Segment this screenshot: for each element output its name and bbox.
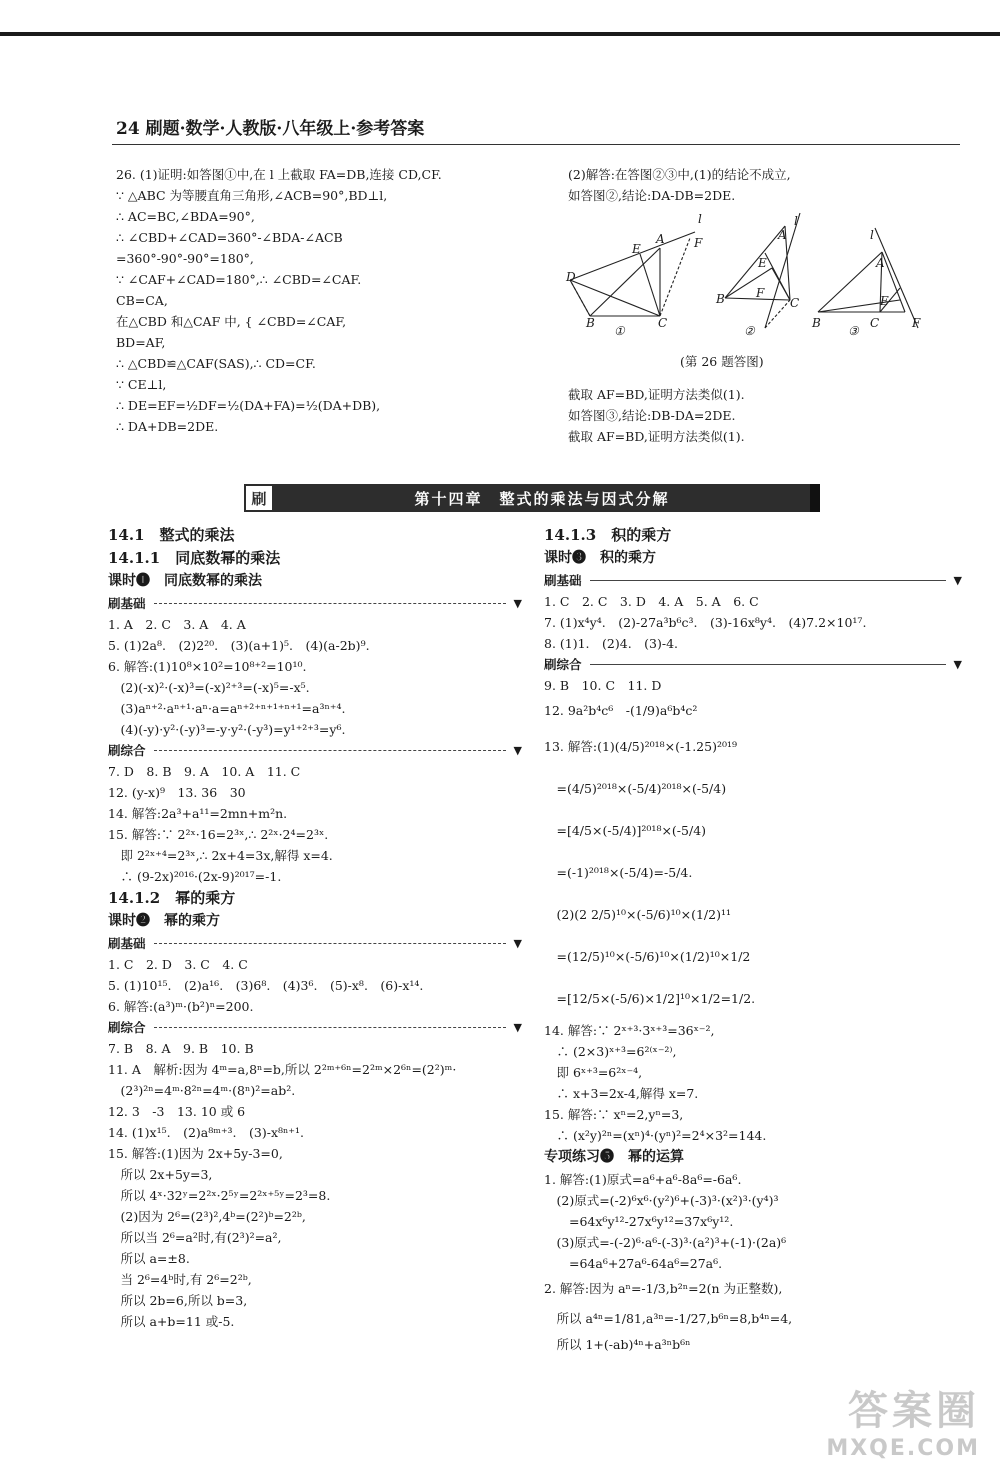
answer-line: 8. (1)1. (2)4. (3)-4.	[544, 636, 679, 651]
section-heading: 课时❷ 幂的乘方	[108, 913, 220, 929]
answer-line: (2)因为 2⁶=(2³)²,4ᵇ=(2²)ᵇ=2²ᵇ,	[108, 1209, 306, 1224]
section-tag-label: 刷基础	[108, 936, 146, 951]
section-heading: 专项练习❺ 幂的运算	[544, 1149, 684, 1165]
answer-line: 14. 解答:∵ 2ˣ⁺³·3ˣ⁺³=36ˣ⁻²,	[544, 1023, 715, 1038]
answer-line: 1. A 2. C 3. A 4. A	[108, 617, 246, 632]
answer-line: 15. 解答:(1)因为 2x+5y-3=0,	[108, 1146, 283, 1161]
answer-line: 即 2²ˣ⁺⁴=2³ˣ,∴ 2x+4=3x,解得 x=4.	[108, 848, 333, 863]
figure-point-label: C	[870, 316, 880, 330]
q26-right-bottom-line: 截取 AF=BD,证明方法类似(1).	[568, 429, 745, 444]
brand-logo-icon: 刷	[244, 484, 274, 512]
answer-line: =[4/5×(-5/4)]²⁰¹⁸×(-5/4)	[544, 823, 707, 838]
answer-line: 2. 解答:因为 aⁿ=-1/3,b²ⁿ=2(n 为正整数),	[544, 1281, 783, 1296]
chapter-banner	[244, 484, 820, 512]
answer-line: 12. 3 -3 13. 10 或 6	[108, 1104, 246, 1119]
tag-divider	[154, 750, 506, 751]
answer-line: =64x⁶y¹²-27x⁶y¹²=37x⁶y¹².	[544, 1214, 734, 1229]
figure-point-label: F	[756, 286, 765, 300]
q26-left-line: =360°-90°-90°=180°,	[116, 251, 254, 266]
answer-line: 6. 解答:(1)10⁸×10²=10⁸⁺²=10¹⁰.	[108, 659, 307, 674]
q26-left-line: ∴ AC=BC,∠BDA=90°,	[116, 209, 255, 224]
q26-right-column	[568, 164, 948, 206]
answer-line: (2)(2 2/5)¹⁰×(-5/6)¹⁰×(1/2)¹¹	[544, 907, 731, 922]
figure-point-label: F	[694, 236, 703, 250]
q26-left-line: 在△CBD 和△CAF 中, { ∠CBD=∠CAF,	[116, 314, 347, 329]
answer-line: 15. 解答:∵ xⁿ=2,yⁿ=3,	[544, 1107, 684, 1122]
section-tag-label: 刷基础	[544, 573, 582, 588]
answer-line: ∴ (2×3)ˣ⁺³=6²⁽ˣ⁻²⁾,	[544, 1044, 677, 1059]
q26-left-line: ∴ △CBD≌△CAF(SAS),∴ CD=CF.	[116, 356, 316, 371]
q26-left-line: ∴ ∠CBD+∠CAD=360°-∠BDA-∠ACB	[116, 230, 343, 245]
q26-right-line: 如答图②,结论:DA-DB=2DE.	[568, 188, 736, 203]
page-header: 24 刷题·数学·人教版·八年级上·参考答案	[116, 119, 425, 139]
right-column	[544, 524, 962, 1355]
answer-line: 7. D 8. B 9. A 10. A 11. C	[108, 764, 301, 779]
answer-line: (3)aⁿ⁺²·aⁿ⁺¹·aⁿ·a=aⁿ⁺²⁺ⁿ⁺¹⁺ⁿ⁺¹=a³ⁿ⁺⁴.	[108, 701, 346, 716]
answer-line: 所以 2x+5y=3,	[108, 1167, 213, 1182]
answer-line: 14. 解答:2a³+a¹¹=2mn+m²n.	[108, 806, 288, 821]
tag-divider	[154, 1027, 506, 1028]
figure-point-label: ①	[614, 324, 625, 338]
left-column	[108, 524, 522, 1332]
section-heading: 14.1.3 积的乘方	[544, 526, 672, 544]
answer-line: 7. B 8. A 9. B 10. B	[108, 1041, 254, 1056]
figure-point-label: B	[812, 316, 821, 330]
answer-line: 11. A 解析:因为 4ᵐ=a,8ⁿ=b,所以 2²ᵐ⁺⁶ⁿ=2²ᵐ×2⁶ⁿ=(2²)ᵐ·	[108, 1062, 457, 1077]
section-heading: 课时❸ 积的乘方	[544, 550, 656, 566]
figure-point-label: E	[758, 256, 767, 270]
watermark	[826, 1379, 980, 1461]
answer-line: 5. (1)10¹⁵. (2)a¹⁶. (3)6⁸. (4)3⁶. (5)-x⁸. (6)-x¹⁴.	[108, 978, 424, 993]
section-tag	[108, 740, 522, 761]
answer-line: 12. (y-x)⁹ 13. 36 30	[108, 785, 246, 800]
section-heading: 14.1 整式的乘法	[108, 526, 235, 544]
q26-left-line: ∴ DE=EF=½DF=½(DA+FA)=½(DA+DB),	[116, 398, 381, 413]
answer-line: (4)(-y)·y²·(-y)³=-y·y²·(-y³)=y¹⁺²⁺³=y⁶.	[108, 722, 346, 737]
tag-divider	[590, 664, 946, 665]
q26-left-line: ∵ △ABC 为等腰直角三角形,∠ACB=90°,BD⊥l,	[116, 188, 388, 203]
triangle-down-icon: ▼	[513, 1021, 522, 1034]
answer-line: 13. 解答:(1)(4/5)²⁰¹⁸×(-1.25)²⁰¹⁹	[544, 739, 738, 754]
answer-line: 所以 1+(-ab)⁴ⁿ+a³ⁿb⁶ⁿ	[544, 1337, 691, 1352]
answer-line: 所以 a⁴ⁿ=1/81,a³ⁿ=-1/27,b⁶ⁿ=8,b⁴ⁿ=4,	[544, 1311, 793, 1326]
section-tag	[108, 1017, 522, 1038]
answer-line: 所以 a=±8.	[108, 1251, 190, 1266]
figure-caption: (第 26 题答图)	[680, 354, 764, 369]
watermark-url: MXQE.COM	[826, 1436, 980, 1461]
answer-line: 9. B 10. C 11. D	[544, 678, 662, 693]
answer-line: 所以当 2⁶=a²时,有(2³)²=a²,	[108, 1230, 282, 1245]
triangle-down-icon: ▼	[513, 597, 522, 610]
section-tag	[108, 593, 522, 614]
q26-left-line: ∵ CE⊥l,	[116, 377, 167, 392]
answer-line: 15. 解答:∵ 2²ˣ·16=2³ˣ,∴ 2²ˣ·2⁴=2³ˣ.	[108, 827, 329, 842]
answer-line: =(-1)²⁰¹⁸×(-5/4)=-5/4.	[544, 865, 693, 880]
answer-line: (2)(-x)²·(-x)³=(-x)²⁺³=(-x)⁵=-x⁵.	[108, 680, 310, 695]
figure-point-label: C	[790, 296, 800, 310]
answer-line: 当 2⁶=4ᵇ时,有 2⁶=2²ᵇ,	[108, 1272, 252, 1287]
section-tag	[544, 654, 962, 675]
answer-line: 7. (1)x⁴y⁴. (2)-27a³b⁶c³. (3)-16x⁸y⁴. (4)7.2×10¹⁷.	[544, 615, 867, 630]
answer-line: (2³)²ⁿ=4ᵐ·8²ⁿ=4ᵐ·(8ⁿ)²=ab².	[108, 1083, 296, 1098]
answer-line: 所以 2b=6,所以 b=3,	[108, 1293, 248, 1308]
answer-line: (2)原式=(-2)⁶x⁶·(y²)⁶+(-3)³·(x²)³·(y⁴)³	[544, 1193, 779, 1208]
section-tag-label: 刷综合	[108, 743, 146, 758]
triangle-down-icon: ▼	[953, 574, 962, 587]
section-tag-label: 刷综合	[544, 657, 582, 672]
header-rule	[112, 144, 960, 145]
section-tag	[108, 933, 522, 954]
triangle-down-icon: ▼	[953, 658, 962, 671]
figure-point-label: C	[658, 316, 668, 330]
answer-line: 所以 a+b=11 或-5.	[108, 1314, 235, 1329]
figure-point-label: l	[794, 214, 798, 228]
figure-point-label: ③	[848, 324, 859, 338]
answer-line: =[12/5×(-5/6)×1/2]¹⁰×1/2=1/2.	[544, 991, 756, 1006]
q26-left-line: BD=AF,	[116, 335, 166, 350]
answer-line: 6. 解答:(a³)ᵐ·(b²)ⁿ=200.	[108, 999, 254, 1014]
figure-point-label: ②	[744, 324, 755, 338]
section-tag-label: 刷综合	[108, 1020, 146, 1035]
q26-right-bottom-line: 截取 AF=BD,证明方法类似(1).	[568, 387, 745, 402]
figure-point-label: E	[632, 242, 641, 256]
figure-point-label: l	[698, 212, 702, 226]
answer-line: ∴ (x²y)²ⁿ=(xⁿ)⁴·(yⁿ)²=2⁴×3²=144.	[544, 1128, 767, 1143]
tag-divider	[154, 603, 506, 604]
banner-edge	[810, 484, 820, 512]
figure-point-label: B	[586, 316, 595, 330]
answer-line: 12. 9a²b⁴c⁶ -(1/9)a⁶b⁴c²	[544, 703, 698, 718]
section-heading: 14.1.1 同底数幂的乘法	[108, 549, 281, 567]
figure-point-label: F	[912, 316, 921, 330]
answer-line: 所以 4ˣ·32ʸ=2²ˣ·2⁵ʸ=2²ˣ⁺⁵ʸ=2³=8.	[108, 1188, 331, 1203]
q26-left-column	[116, 164, 526, 437]
figure-point-label: A	[656, 232, 665, 246]
top-border	[0, 32, 1000, 36]
figure-point-label: A	[778, 228, 787, 242]
chapter-title: 第十四章 整式的乘法与因式分解	[414, 489, 670, 508]
triangle-down-icon: ▼	[513, 744, 522, 757]
q26-left-line: ∵ ∠CAF+∠CAD=180°,∴ ∠CBD=∠CAF.	[116, 272, 362, 287]
figure-point-label: l	[870, 228, 874, 242]
answer-line: 即 6ˣ⁺³=6²ˣ⁻⁴,	[544, 1065, 643, 1080]
section-tag	[544, 570, 962, 591]
tag-divider	[590, 580, 946, 581]
figure-point-label: A	[876, 256, 885, 270]
q26-right-line: (2)解答:在答图②③中,(1)的结论不成立,	[568, 167, 791, 182]
section-heading: 14.1.2 幂的乘方	[108, 889, 236, 907]
section-tag-label: 刷基础	[108, 596, 146, 611]
answer-line: ∴ (9-2x)²⁰¹⁶·(2x-9)²⁰¹⁷=-1.	[108, 869, 282, 884]
answer-line: 5. (1)2a⁸. (2)2²⁰. (3)(a+1)⁵. (4)(a-2b)⁹.	[108, 638, 370, 653]
figure-point-label: E	[880, 294, 889, 308]
figure-point-label: B	[716, 292, 725, 306]
tag-divider	[154, 943, 506, 944]
q26-left-line: 26. (1)证明:如答图①中,在 l 上截取 FA=DB,连接 CD,CF.	[116, 167, 442, 182]
answer-line: =(4/5)²⁰¹⁸×(-5/4)²⁰¹⁸×(-5/4)	[544, 781, 727, 796]
answer-line: 1. C 2. C 3. D 4. A 5. A 6. C	[544, 594, 759, 609]
section-heading: 课时❶ 同底数幂的乘法	[108, 573, 262, 589]
answer-line: ∴ x+3=2x-4,解得 x=7.	[544, 1086, 699, 1101]
answer-line: 1. C 2. D 3. C 4. C	[108, 957, 248, 972]
q26-right-bottom	[568, 384, 948, 447]
watermark-logo-text: 答案圈	[848, 1388, 980, 1434]
figure-point-label: D	[566, 270, 576, 284]
triangle-down-icon: ▼	[513, 937, 522, 950]
q26-left-line: CB=CA,	[116, 293, 168, 308]
q26-left-line: ∴ DA+DB=2DE.	[116, 419, 219, 434]
q26-right-bottom-line: 如答图③,结论:DB-DA=2DE.	[568, 408, 736, 423]
answer-line: =64a⁶+27a⁶-64a⁶=27a⁶.	[544, 1256, 723, 1271]
answer-line: (3)原式=-(-2)⁶·a⁶-(-3)³·(a²)³+(-1)·(2a)⁶	[544, 1235, 787, 1250]
answer-line: 1. 解答:(1)原式=a⁶+a⁶-8a⁶=-6a⁶.	[544, 1172, 742, 1187]
answer-line: =(12/5)¹⁰×(-5/6)¹⁰×(1/2)¹⁰×1/2	[544, 949, 751, 964]
answer-line: 14. (1)x¹⁵. (2)a⁸ᵐ⁺³. (3)-x⁸ⁿ⁺¹.	[108, 1125, 305, 1140]
